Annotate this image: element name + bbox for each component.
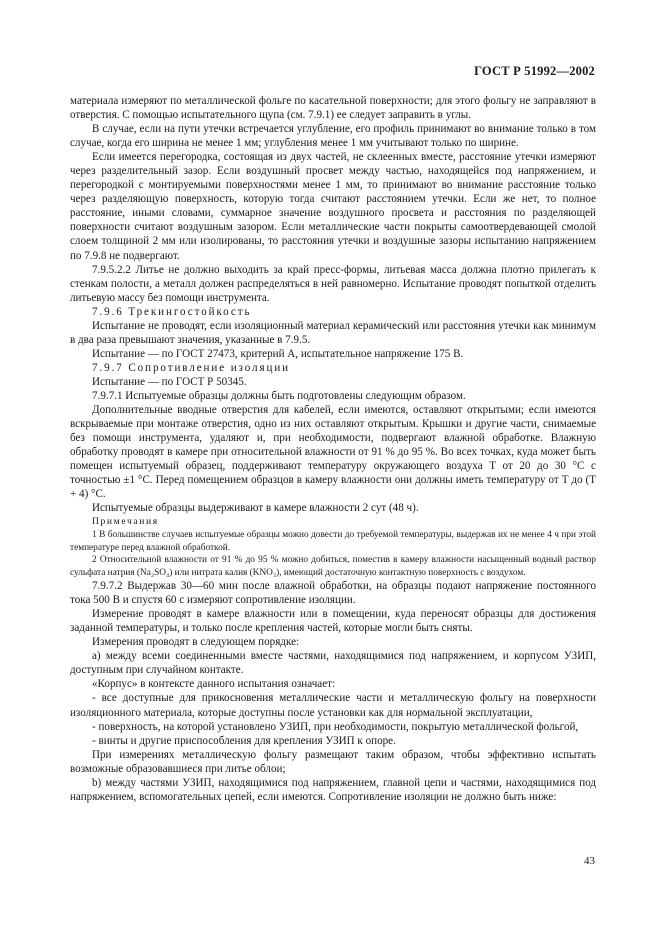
paragraph: Дополнительные вводные отверстия для кабелей, если имеются, оставляют открытыми; если имеются вскрываемые при монтаже отверстия, одно из них оставляют открытым. Крышки и другие части, снимаемые без помощи инструмента, удаляют и, при необходимости, подвергают влажной обработке. Влажную обработку проводят в камере при относительной влажности от 91 % до 95 %. Во всех точках, куда может быть помещен испытуемый образец, поддерживают температуру окружающего воздуха T от 20 до 30 °С с точностью ±1 °С. Перед помещением образцов в камеру влажности они должны иметь температуру от T до (T + 4) °С. bbox=[70, 404, 596, 501]
section-heading: 7.9.6 Трекингостойкость bbox=[92, 305, 252, 318]
list-item: а) между всеми соединенными вместе частями, находящимися под напряжением, и корпусом УЗИП, доступным при случайном контакте. bbox=[70, 650, 596, 677]
paragraph: 7.9.5.2.2 Литье не должно выходить за край пресс-формы, литьевая масса должна плотно прилегать к стенкам полости, а металл должен распределяться в ней равномерно. Испытание проводят попыткой отделить литьевую массу без помощи инструмента. bbox=[70, 263, 596, 304]
note: 1 В большинстве случаев испытуемые образцы можно довести до требуемой температуры, выдержав их не менее 4 ч при этой температуре перед влажной обработкой. bbox=[70, 530, 596, 553]
paragraph: Испытание не проводят, если изоляционный материал керамический или расстояния утечки как минимум в два раза превышают значения, указанные в 7.9.5. bbox=[70, 319, 596, 346]
notes-title: Примечания bbox=[92, 516, 159, 528]
paragraph: Если имеется перегородка, состоящая из двух частей, не склеенных вместе, расстояние утечки измеряют через разделительный зазор. Если воздушный просвет между частью, находящейся под напряжением, и перегородкой с монтируемыми поверхностями менее 1 мм, то принимают во внимание расстояние только через разделяющую поверхность, которую тогда считают расстоянием утечки. Если же нет, то полное расстояние, иными словами, суммарное значение воздушного просвета и расстояния по разделяющей поверхности считают воздушным зазором. Если металлические части покрыты самоотвердевающей смолой слоем толщиной 2 мм или изолированы, то расстояния утечки и воздушные зазоры испытанию напряжением по 7.9.8 не подвергают. bbox=[70, 151, 596, 262]
document-header: ГОСТ Р 51992—2002 bbox=[474, 64, 595, 78]
list-item: - винты и другие приспособления для крепления УЗИП к опоре. bbox=[92, 734, 396, 747]
paragraph: Измерение проводят в камере влажности или в помещении, куда переносят образцы для достижения заданной температуры, и только после крепления частей, которые могли быть сняты. bbox=[70, 608, 596, 635]
list-item: - все доступные для прикосновения металлические части и металлическую фольгу на поверхности изоляционного материала, которые доступны после установки как для нормальной эксплуатации, bbox=[70, 692, 596, 719]
section-heading: 7.9.7 Сопротивление изоляции bbox=[92, 361, 291, 374]
paragraph: 7.9.7.2 Выдержав 30—60 мин после влажной обработки, на образцы подают напряжение постоянного тока 500 В и спустя 60 с измеряют сопротивление изоляции. bbox=[70, 580, 596, 607]
paragraph: В случае, если на пути утечки встречается углубление, его профиль принимают во внимание только в том случае, когда его ширина не менее 1 мм; углубления менее 1 мм учитывают только по ширине. bbox=[70, 123, 596, 150]
list-item: b) между частями УЗИП, находящимися под напряжением, главной цепи и частями, находящимися под напряжением, вспомогательных цепей, если имеются. Сопротивление изоляции не должно быть ниже: bbox=[70, 776, 596, 803]
paragraph: Испытание — по ГОСТ 27473, критерий А, испытательное напряжение 175 В. bbox=[92, 347, 464, 360]
paragraph: Измерения проводят в следующем порядке: bbox=[92, 636, 300, 649]
paragraph: Испытуемые образцы выдерживают в камере влажности 2 сут (48 ч). bbox=[92, 502, 419, 515]
paragraph: материала измеряют по металлической фольге по касательной поверхности; для этого фольгу не заправляют в отверстия. С помощью испытательного щупа (см. 7.9.1) ее следует заправить в углы. bbox=[70, 95, 596, 122]
paragraph: Испытание — по ГОСТ Р 50345. bbox=[92, 375, 247, 388]
paragraph: При измерениях металлическую фольгу размещают таким образом, чтобы эффективно испытать возможные образовавшиеся при литье облои; bbox=[70, 748, 596, 775]
list-item: - поверхность, на которой установлено УЗИП, при необходимости, покрытую металлической фольгой, bbox=[92, 720, 579, 733]
paragraph: 7.9.7.1 Испытуемые образцы должны быть подготовлены следующим образом. bbox=[92, 389, 466, 402]
page-number: 43 bbox=[584, 855, 595, 867]
note: 2 Относительной влажности от 91 % до 95 % можно добиться, поместив в камеру влажности насыщенный водный раствор сульфата натрия (Na₂SO₄) или нитрата калия (KNO₃), имеющий достаточную контактную поверхность с воздухом. bbox=[70, 555, 596, 578]
page-body bbox=[70, 94, 596, 804]
paragraph: «Корпус» в контексте данного испытания означает: bbox=[92, 678, 336, 691]
